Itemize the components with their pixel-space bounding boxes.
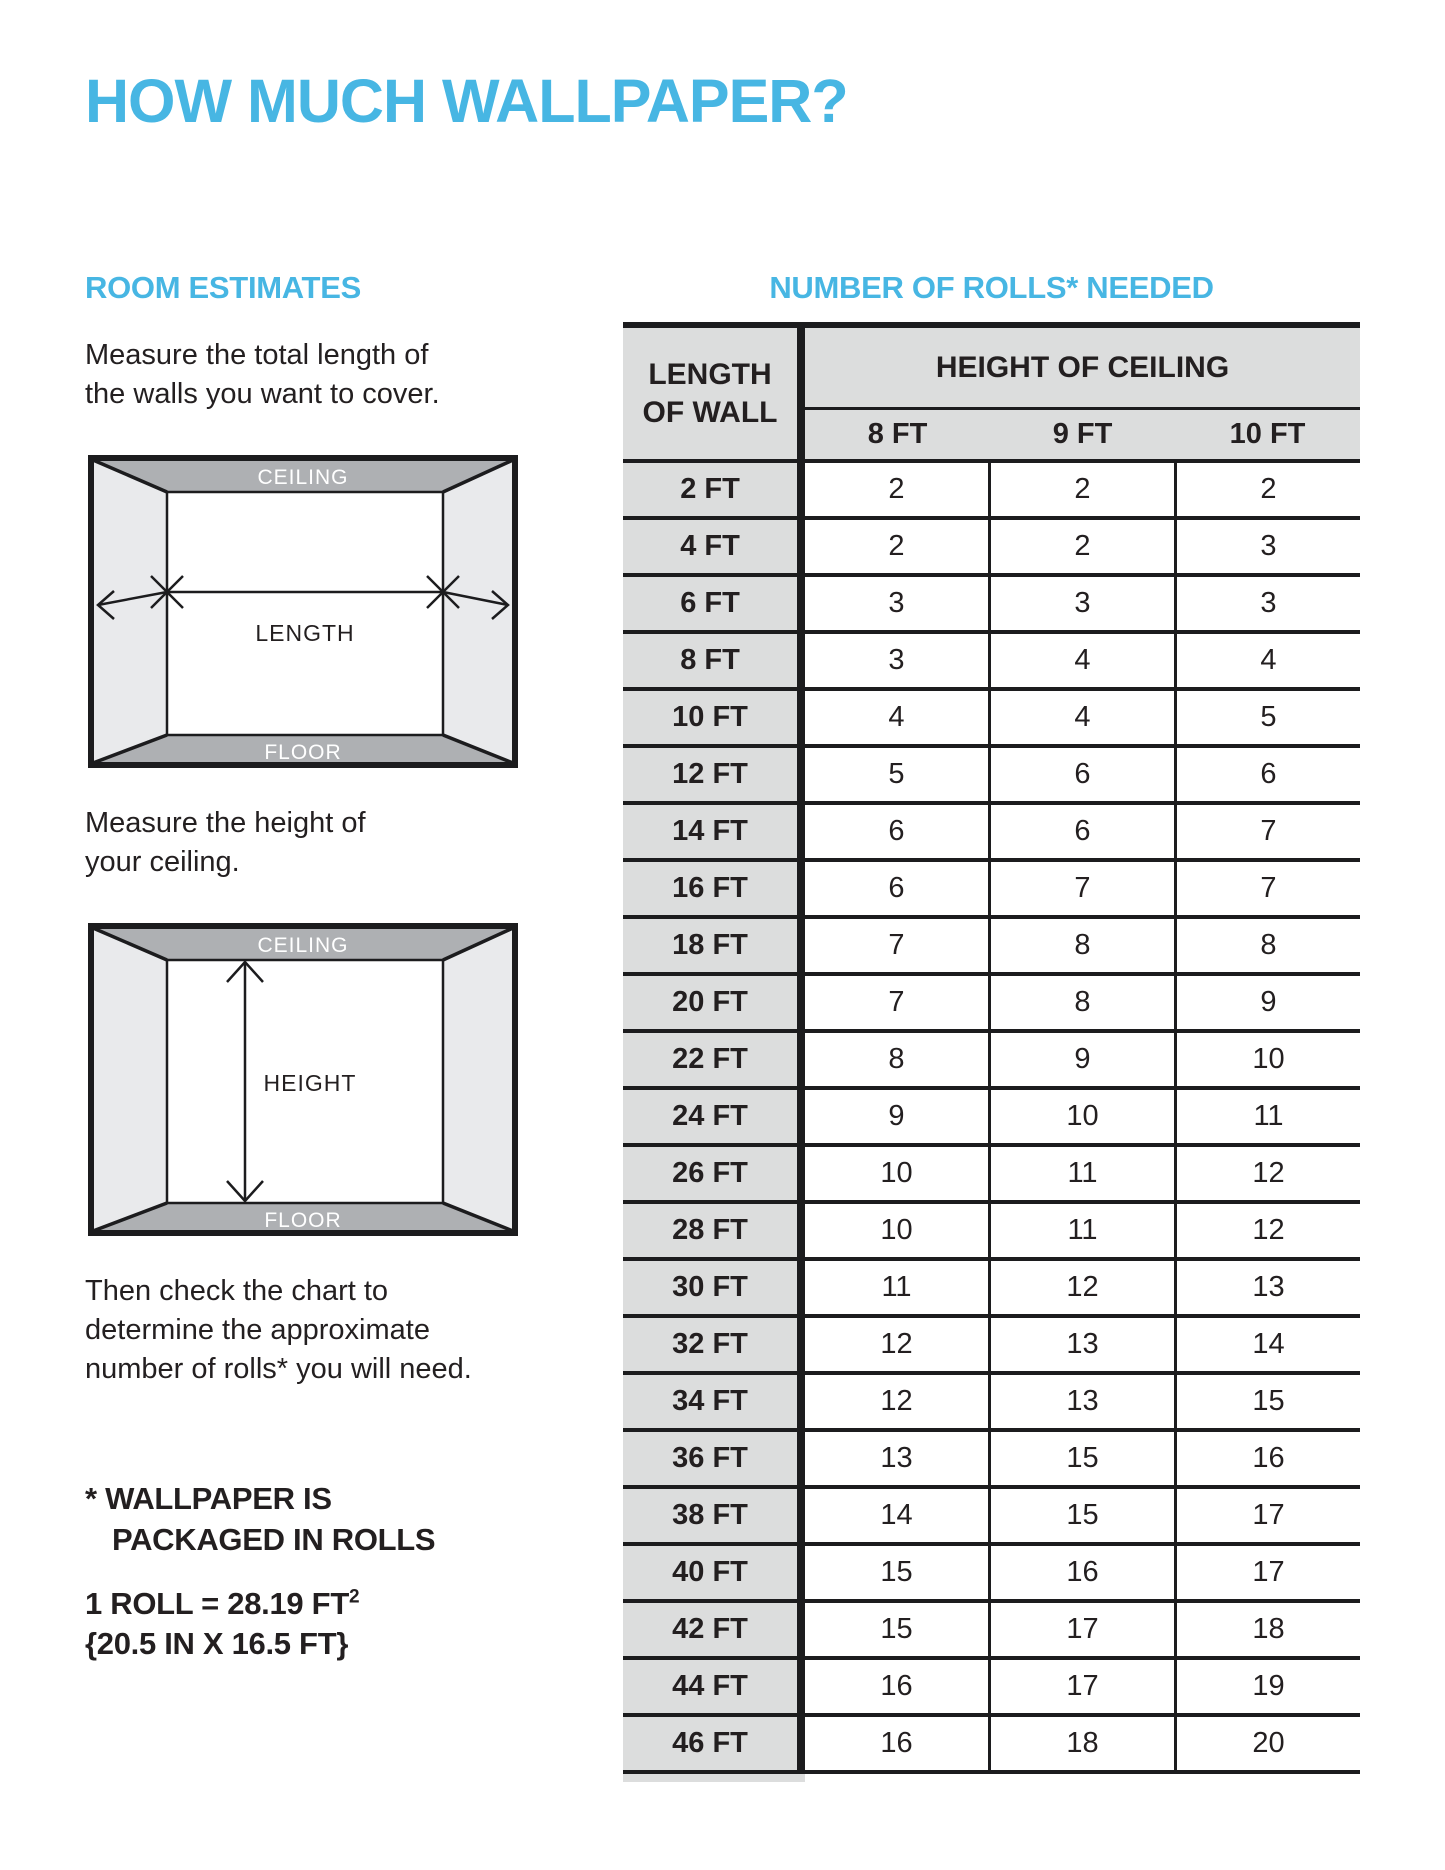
roll-count-cell: 9 — [1177, 976, 1360, 1029]
table-row — [623, 691, 1360, 748]
roll-count-cell: 11 — [991, 1147, 1177, 1200]
paragraph-line: number of rolls* you will need. — [85, 1353, 472, 1385]
roll-count-cell: 11 — [1177, 1090, 1360, 1143]
room-estimates-heading: ROOM ESTIMATES — [85, 270, 361, 305]
rolls-table-body — [623, 463, 1360, 1774]
paragraph-line: Measure the height of — [85, 807, 366, 839]
table-row — [623, 1603, 1360, 1660]
floor-label: FLOOR — [264, 1209, 342, 1232]
table-header — [623, 328, 1360, 463]
table-row — [623, 634, 1360, 691]
roll-count-cell: 12 — [1177, 1147, 1360, 1200]
roll-count-cell: 16 — [805, 1660, 991, 1713]
roll-count-cell: 18 — [1177, 1603, 1360, 1656]
roll-count-cell: 13 — [991, 1318, 1177, 1371]
wall-length-cell: 38 FT — [623, 1489, 805, 1542]
wall-length-cell: 36 FT — [623, 1432, 805, 1485]
check-chart-instruction — [85, 1272, 472, 1389]
roll-count-cell: 11 — [991, 1204, 1177, 1257]
height-of-ceiling-header: HEIGHT OF CEILING — [805, 328, 1360, 410]
roll-count-cell: 12 — [805, 1375, 991, 1428]
table-row — [623, 1375, 1360, 1432]
roll-count-cell: 11 — [805, 1261, 991, 1314]
roll-count-cell: 16 — [1177, 1432, 1360, 1485]
wall-length-cell: 22 FT — [623, 1033, 805, 1086]
wall-length-cell: 20 FT — [623, 976, 805, 1029]
table-row — [623, 1204, 1360, 1261]
wall-length-cell: 46 FT — [623, 1717, 805, 1770]
table-row — [623, 919, 1360, 976]
roll-count-cell: 10 — [1177, 1033, 1360, 1086]
roll-count-cell: 6 — [991, 805, 1177, 858]
paragraph-line: determine the approximate — [85, 1314, 430, 1346]
roll-count-cell: 7 — [991, 862, 1177, 915]
table-row — [623, 1033, 1360, 1090]
roll-count-cell: 5 — [805, 748, 991, 801]
roll-count-cell: 18 — [991, 1717, 1177, 1770]
roll-count-cell: 7 — [805, 919, 991, 972]
roll-count-cell: 17 — [1177, 1546, 1360, 1599]
room-back-wall — [167, 492, 443, 735]
wall-length-cell: 10 FT — [623, 691, 805, 744]
page-title: HOW MUCH WALLPAPER? — [85, 67, 848, 135]
roll-area-line: 1 ROLL = 28.19 $FT^2$ — [85, 1586, 360, 1621]
roll-count-cell: 15 — [991, 1489, 1177, 1542]
paragraph-line: the walls you want to cover. — [85, 378, 440, 410]
wall-length-cell: 24 FT — [623, 1090, 805, 1143]
roll-count-cell: 17 — [991, 1603, 1177, 1656]
roll-count-cell: 15 — [805, 1603, 991, 1656]
roll-count-cell: 10 — [991, 1090, 1177, 1143]
wall-length-cell: 8 FT — [623, 634, 805, 687]
roll-count-cell: 3 — [1177, 520, 1360, 573]
roll-count-cell: 8 — [805, 1033, 991, 1086]
rolls-footnote — [85, 1478, 435, 1560]
roll-count-cell: 2 — [805, 463, 991, 516]
roll-size-line: {20.5 IN X 16.5 FT} — [85, 1626, 349, 1661]
footnote-line: * WALLPAPER IS — [85, 1481, 332, 1516]
rolls-table — [623, 322, 1360, 1782]
table-row — [623, 463, 1360, 520]
roll-count-cell: 4 — [991, 634, 1177, 687]
wall-length-cell: 28 FT — [623, 1204, 805, 1257]
wall-length-cell: 18 FT — [623, 919, 805, 972]
wall-length-cell: 40 FT — [623, 1546, 805, 1599]
roll-count-cell: 15 — [1177, 1375, 1360, 1428]
table-row — [623, 1090, 1360, 1147]
paragraph-line: Measure the total length of — [85, 339, 429, 371]
roll-count-cell: 2 — [805, 520, 991, 573]
roll-count-cell: 6 — [805, 862, 991, 915]
table-row — [623, 1318, 1360, 1375]
paragraph-line: your ceiling. — [85, 846, 240, 878]
wall-length-cell: 12 FT — [623, 748, 805, 801]
table-row — [623, 805, 1360, 862]
table-row — [623, 748, 1360, 805]
roll-count-cell: 3 — [1177, 577, 1360, 630]
roll-count-cell: 4 — [805, 691, 991, 744]
paragraph-line: Then check the chart to — [85, 1275, 389, 1307]
ceiling-height-columns — [805, 410, 1360, 459]
roll-count-cell: 9 — [991, 1033, 1177, 1086]
roll-count-cell: 17 — [1177, 1489, 1360, 1542]
roll-count-cell: 7 — [1177, 862, 1360, 915]
roll-count-cell: 10 — [805, 1147, 991, 1200]
roll-count-cell: 15 — [805, 1546, 991, 1599]
table-row — [623, 577, 1360, 634]
squared-superscript: 2 — [348, 1586, 360, 1608]
roll-count-cell: 5 — [1177, 691, 1360, 744]
roll-count-cell: 7 — [1177, 805, 1360, 858]
height-label: HEIGHT — [263, 1070, 357, 1096]
roll-count-cell: 3 — [991, 577, 1177, 630]
table-row — [623, 1717, 1360, 1774]
table-row — [623, 1432, 1360, 1489]
wall-length-cell: 14 FT — [623, 805, 805, 858]
wall-length-cell: 32 FT — [623, 1318, 805, 1371]
roll-count-cell: 17 — [991, 1660, 1177, 1713]
roll-count-cell: 13 — [991, 1375, 1177, 1428]
roll-count-cell: 13 — [805, 1432, 991, 1485]
length-label: LENGTH — [255, 620, 355, 646]
column-header-10ft: 10 FT — [1229, 418, 1306, 450]
floor-label: FLOOR — [264, 741, 342, 764]
wall-length-cell: 26 FT — [623, 1147, 805, 1200]
roll-count-cell: 6 — [805, 805, 991, 858]
roll-count-cell: 13 — [1177, 1261, 1360, 1314]
roll-count-cell: 7 — [805, 976, 991, 1029]
table-row — [623, 1660, 1360, 1717]
roll-count-cell: 6 — [1177, 748, 1360, 801]
height-of-ceiling-group — [805, 328, 1360, 459]
wall-length-cell: 30 FT — [623, 1261, 805, 1314]
roll-count-cell: 2 — [991, 463, 1177, 516]
column-header-9ft: 9 FT — [1052, 418, 1113, 450]
wall-length-cell: 6 FT — [623, 577, 805, 630]
roll-count-cell: 8 — [1177, 919, 1360, 972]
table-row — [623, 1147, 1360, 1204]
wall-length-cell: 2 FT — [623, 463, 805, 516]
table-row — [623, 520, 1360, 577]
table-row — [623, 1261, 1360, 1318]
measure-height-instruction — [85, 804, 366, 882]
ceiling-label: CEILING — [257, 466, 349, 489]
roll-count-cell: 2 — [1177, 463, 1360, 516]
roll-count-cell: 4 — [1177, 634, 1360, 687]
roll-count-cell: 8 — [991, 976, 1177, 1029]
roll-count-cell: 12 — [805, 1318, 991, 1371]
roll-count-cell: 14 — [1177, 1318, 1360, 1371]
table-footer-sliver — [623, 1774, 805, 1782]
wall-length-cell: 34 FT — [623, 1375, 805, 1428]
roll-count-cell: 4 — [991, 691, 1177, 744]
wall-length-cell: 4 FT — [623, 520, 805, 573]
roll-count-cell: 2 — [991, 520, 1177, 573]
roll-count-cell: 14 — [805, 1489, 991, 1542]
length-of-wall-header: LENGTH OF WALL — [623, 328, 805, 459]
table-row — [623, 1546, 1360, 1603]
measure-length-instruction — [85, 336, 440, 414]
room-length-diagram — [88, 455, 518, 768]
table-row — [623, 976, 1360, 1033]
table-row — [623, 862, 1360, 919]
roll-count-cell: 10 — [805, 1204, 991, 1257]
wall-length-cell: 16 FT — [623, 862, 805, 915]
table-row — [623, 1489, 1360, 1546]
ceiling-label: CEILING — [257, 934, 349, 957]
wall-length-cell: 42 FT — [623, 1603, 805, 1656]
roll-count-cell: 16 — [805, 1717, 991, 1770]
column-header-8ft: 8 FT — [867, 418, 928, 450]
roll-count-cell: 3 — [805, 577, 991, 630]
room-height-diagram — [88, 923, 518, 1236]
roll-count-cell: 16 — [991, 1546, 1177, 1599]
wall-length-cell: 44 FT — [623, 1660, 805, 1713]
roll-count-cell: 12 — [991, 1261, 1177, 1314]
roll-count-cell: 12 — [1177, 1204, 1360, 1257]
roll-count-cell: 9 — [805, 1090, 991, 1143]
roll-count-cell: 8 — [991, 919, 1177, 972]
roll-count-cell: 6 — [991, 748, 1177, 801]
roll-count-cell: 15 — [991, 1432, 1177, 1485]
roll-count-cell: 3 — [805, 634, 991, 687]
roll-dimensions-info — [85, 1584, 359, 1664]
roll-count-cell: 19 — [1177, 1660, 1360, 1713]
roll-count-cell: 20 — [1177, 1717, 1360, 1770]
rolls-needed-heading: NUMBER OF ROLLS* NEEDED — [769, 270, 1214, 305]
footnote-line: PACKAGED IN ROLLS — [112, 1522, 436, 1557]
